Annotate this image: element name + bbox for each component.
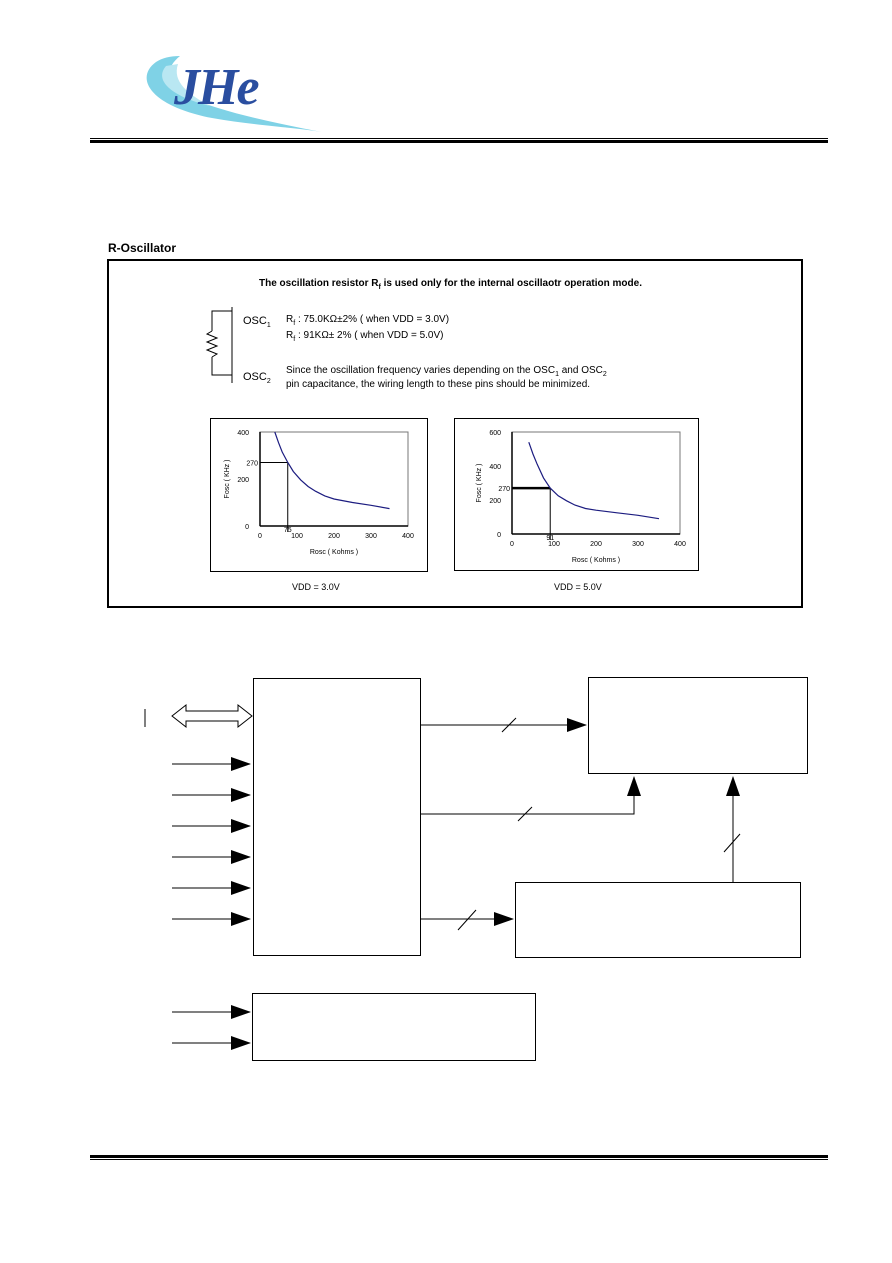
- x-tick-label: 300: [365, 533, 377, 540]
- y-tick-label: 400: [237, 430, 249, 437]
- x-tick-label: 100: [291, 533, 303, 540]
- marker-x-label: 91: [546, 535, 555, 542]
- x-axis-label: Rosc ( Kohms ): [571, 557, 621, 564]
- footer-rule-thin: [90, 1159, 828, 1160]
- marker-y-label: 270: [246, 460, 258, 468]
- rf-spec-3v: $R_f$ : 75.0KΩ±2% ( when VDD = 3.0V): [286, 314, 450, 327]
- x-axis-label: Rosc ( Kohms ): [309, 549, 359, 556]
- x-tick-label: 300: [632, 541, 644, 548]
- input-arrows: [172, 764, 250, 1043]
- bidirectional-bus-arrow: [145, 705, 252, 727]
- chart-vdd-3v-caption: VDD = 3.0V: [292, 582, 340, 592]
- x-tick-label: 400: [402, 533, 414, 540]
- x-tick-label: 0: [258, 533, 262, 540]
- y-tick-label: 0: [245, 524, 249, 531]
- y-tick-label: 400: [489, 464, 501, 471]
- chart-vdd-5v-caption: VDD = 5.0V: [554, 582, 602, 592]
- marker-y-label: 270: [498, 486, 510, 494]
- marker-x-label: 75: [283, 527, 292, 534]
- intro-text-pre: The oscillation resistor R: [259, 278, 379, 289]
- logo-text: JHe: [174, 59, 258, 116]
- pin-osc2-label: $OSC_2$: [243, 371, 271, 386]
- pin-osc1-label: $OSC_1$: [243, 315, 271, 330]
- wiring-note-line2: pin capacitance, the wiring length to these pins should be minimized.: [286, 379, 591, 390]
- bus-lines: [421, 718, 740, 930]
- footer-rule-thick: [90, 1155, 828, 1158]
- x-tick-label: 200: [590, 541, 602, 548]
- wiring-note-line1: Since the oscillation frequency varies depending on the $OSC_1$ and $OSC_2$: [286, 365, 607, 378]
- intro-text-post: is used only for the internal oscillaotr operation mode.: [380, 278, 642, 289]
- y-tick-label: 0: [497, 532, 501, 539]
- x-tick-label: 0: [510, 541, 514, 548]
- y-tick-label: 200: [237, 477, 249, 484]
- y-tick-label: 200: [489, 498, 501, 505]
- section-title: R-Oscillator: [108, 241, 177, 255]
- y-axis-label: Fosc ( KHz ): [476, 463, 483, 503]
- rf-spec-5v: $R_f$ : 91KΩ± 2% ( when VDD = 5.0V): [286, 330, 444, 343]
- x-tick-label: 100: [548, 541, 560, 548]
- intro-sub: f: [378, 284, 381, 291]
- y-tick-label: 600: [489, 430, 501, 437]
- x-tick-label: 400: [674, 541, 686, 548]
- x-tick-label: 200: [328, 533, 340, 540]
- y-axis-label: Fosc ( KHz ): [224, 459, 231, 499]
